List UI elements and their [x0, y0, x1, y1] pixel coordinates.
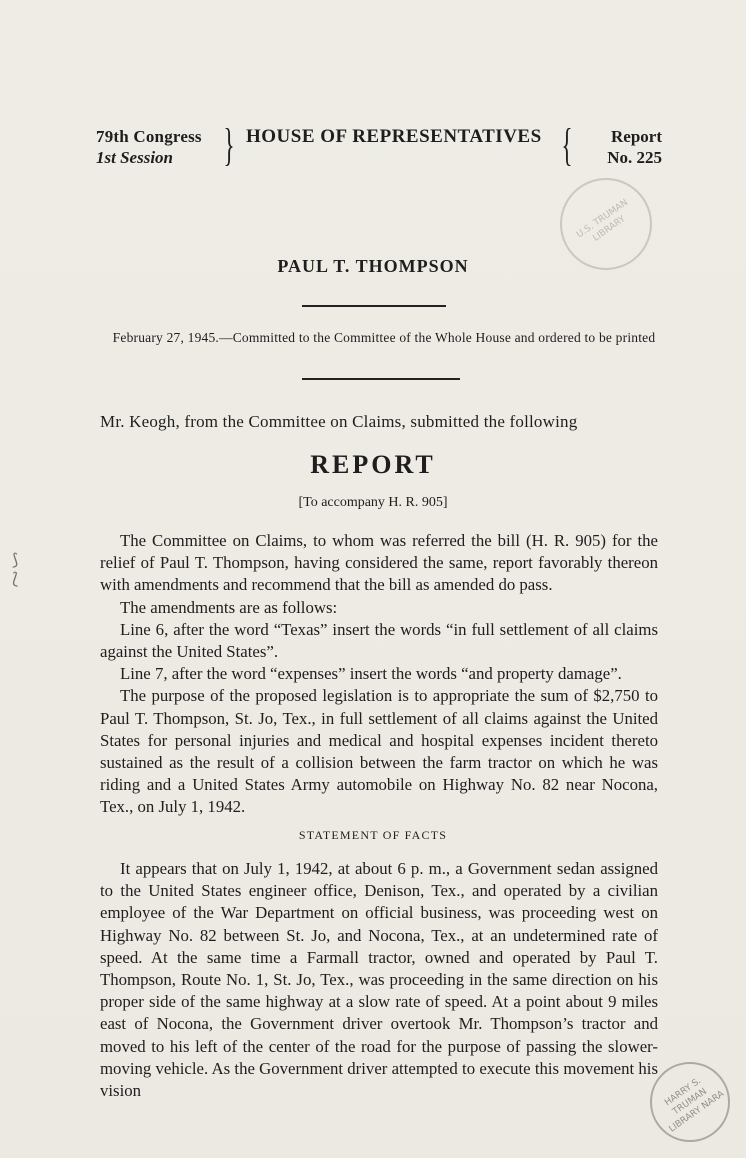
- rule-1: [302, 305, 446, 307]
- report-no: No. 225: [607, 148, 662, 167]
- paragraph: Line 7, after the word “expenses” insert the words “and property damage”.: [120, 664, 622, 684]
- paragraph: It appears that on July 1, 1942, at about 6 p. m., a Government sedan assigned to the United States engineer office, Denison, Tex., and operated by a civilian employee of the War Department on official business, was proceeding west on Highway No. 82 between St. Jo, and Nocona, Tex., at an undetermined rate of speed. At the same time a Farmall tractor, owned and operated by Paul T. Thompson, Route No. 1, St. Jo, Tex., was proceeding in the same direction on his proper side of the same highway at a slow rate of speed. At a point about 9 miles east of Nocona, the Government driver overtook Mr. Thompson’s tractor and moved to his left of the center of the road for the purpose of passing the slower-moving vehicle. As the Government driver attempted to execute this movement his vision: [100, 859, 658, 1101]
- intro-line: Mr. Keogh, from the Committee on Claims, submitted the following: [100, 412, 578, 431]
- paragraph: Line 6, after the word “Texas” insert the words “in full settlement of all claims against the United States”.: [100, 619, 658, 662]
- left-brace: }: [223, 119, 235, 170]
- paragraph: The amendments are as follows:: [120, 597, 338, 617]
- report-body: [100, 530, 658, 819]
- congress-session: [96, 126, 222, 168]
- paragraph: The Committee on Claims, to whom was referred the bill (H. R. 905) for the relief of Paul T. Thompson, having considered the same, report favorably thereon with amendments and recommend that the bill as amended do pass.: [100, 531, 658, 595]
- paragraph: The purpose of the proposed legislation is to appropriate the sum of $2,750 to Paul T. Thompson, St. Jo, Tex., in full settlement of all claims against the United States for personal injuries and medical and hospital expenses incident thereto sustained as the result of a collision between the farm tractor on which he was riding and a United States Army automobile on Highway No. 82 near Nocona, Tex., on July 1, 1942.: [100, 686, 658, 817]
- accompany-note: [To accompany H. R. 905]: [298, 495, 448, 510]
- rule-2: [302, 378, 460, 380]
- house-label: HOUSE OF REPRESENTATIVES: [246, 126, 542, 147]
- statement-of-facts-heading: STATEMENT OF FACTS: [298, 828, 448, 842]
- facts-body: [100, 858, 658, 1102]
- report-label: Report: [611, 127, 662, 146]
- date-line: February 27, 1945.—Committed to the Committee of the Whole House and ordered to be printed: [112, 330, 656, 345]
- congress-label: 79th Congress: [96, 127, 202, 146]
- report-number: [576, 126, 662, 168]
- library-stamp-top: U.S. TRUMAN LIBRARY: [560, 178, 652, 270]
- right-brace: {: [561, 119, 573, 170]
- document-title: PAUL T. THOMPSON: [277, 256, 469, 276]
- margin-annotation: ⟆ ⟅: [12, 550, 19, 588]
- report-header: [96, 119, 662, 170]
- report-heading: REPORT: [310, 450, 436, 479]
- session-label: 1st Session: [96, 148, 173, 167]
- library-stamp-bottom: HARRY S. TRUMAN LIBRARY NARA: [650, 1062, 730, 1142]
